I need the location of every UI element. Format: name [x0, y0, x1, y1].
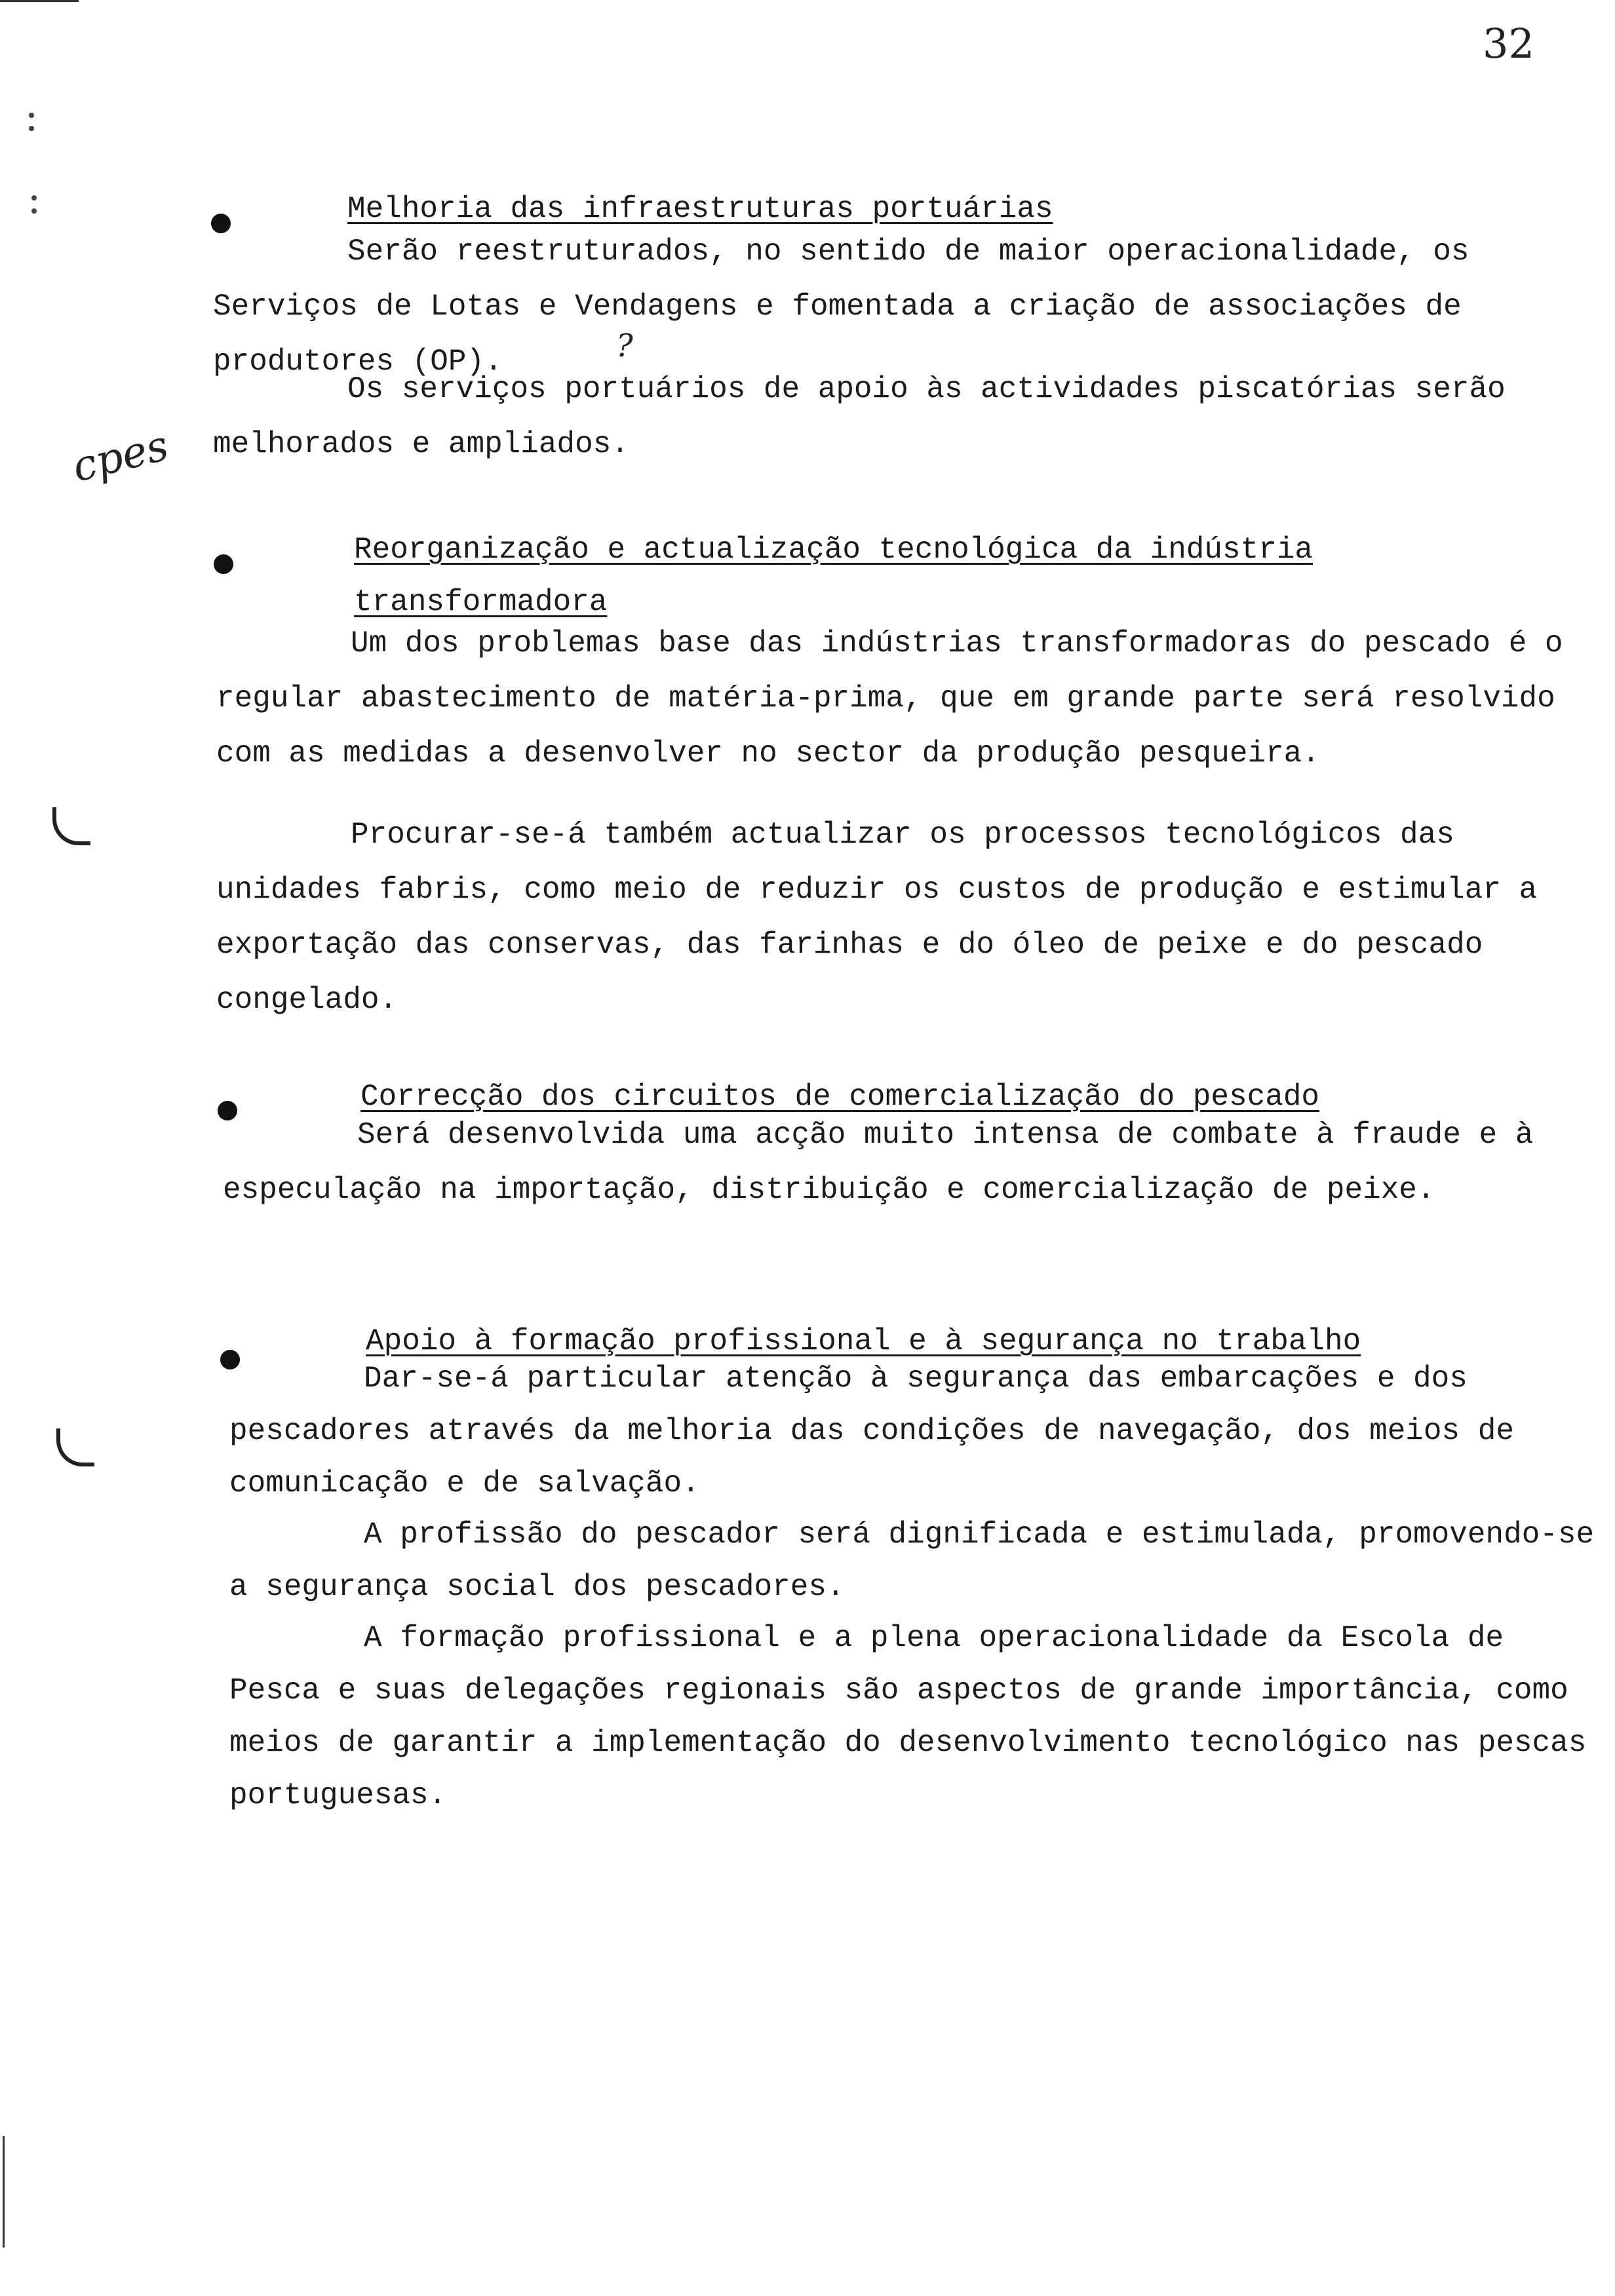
- section-heading: Reorganização e actualização tecnológica da indústria: [354, 533, 1313, 567]
- section-paragraph: Procurar-se-á também actualizar os processos tecnológicos das unidades fabris, como meio de reduzir os custos de produção e estimular a exportação das conservas, das farinhas e do óleo de peixe e do pescado congelado.: [216, 818, 1538, 1017]
- page-number: 32: [1483, 20, 1534, 67]
- left-edge-line: [3, 2136, 5, 2248]
- margin-tick-mark: [56, 1428, 94, 1466]
- section-paragraph: Serão reestruturados, no sentido de maior operacionalidade, os Serviços de Lotas e Vendagens e fomentada a criação de associações de produtores (OP).: [213, 235, 1469, 379]
- margin-dot-3: [31, 195, 37, 201]
- section-heading: Correcção dos circuitos de comercialização do pescado: [360, 1080, 1320, 1114]
- section-paragraph: Dar-se-á particular atenção à segurança das embarcações e dos pescadores através da melhoria das condições de navegação, dos meios de comunicação e de salvação.: [229, 1362, 1514, 1501]
- section-heading: Apoio à formação profissional e à segurança no trabalho: [366, 1324, 1361, 1358]
- section-paragraph: Será desenvolvida uma acção muito intensa de combate à fraude e à especulação na importação, distribuição e comercialização de peixe.: [223, 1118, 1534, 1207]
- annotation-question-mark: ?: [616, 328, 633, 364]
- margin-tick-mark: [52, 807, 90, 845]
- handwritten-margin-note: cpes: [68, 421, 174, 492]
- section-heading: transformadora: [354, 585, 608, 619]
- margin-dot-4: [31, 208, 37, 214]
- section-paragraph: A profissão do pescador será dignificada e estimulada, promovendo-se a segurança social dos pescadores.: [229, 1518, 1595, 1604]
- section-paragraph: Os serviços portuários de apoio às actividades piscatórias serão melhorados e ampliados.: [213, 372, 1506, 461]
- margin-dot-2: [29, 126, 34, 131]
- section-heading: Melhoria das infraestruturas portuárias: [347, 192, 1053, 226]
- bullet-point: [214, 554, 233, 574]
- section-paragraph: Um dos problemas base das indústrias transformadoras do pescado é o regular abastecimento de matéria-prima, que em grande parte será resolvido com as medidas a desenvolver no sector da produção pesqueira.: [216, 626, 1563, 771]
- margin-dot-1: [29, 113, 34, 118]
- top-edge-line: [0, 0, 79, 2]
- section-paragraph: A formação profissional e a plena operacionalidade da Escola de Pesca e suas delegações regionais são aspectos de grande importância, como meios de garantir a implementação do desenvolvimento tecnológico nas pescas portuguesas.: [229, 1621, 1587, 1812]
